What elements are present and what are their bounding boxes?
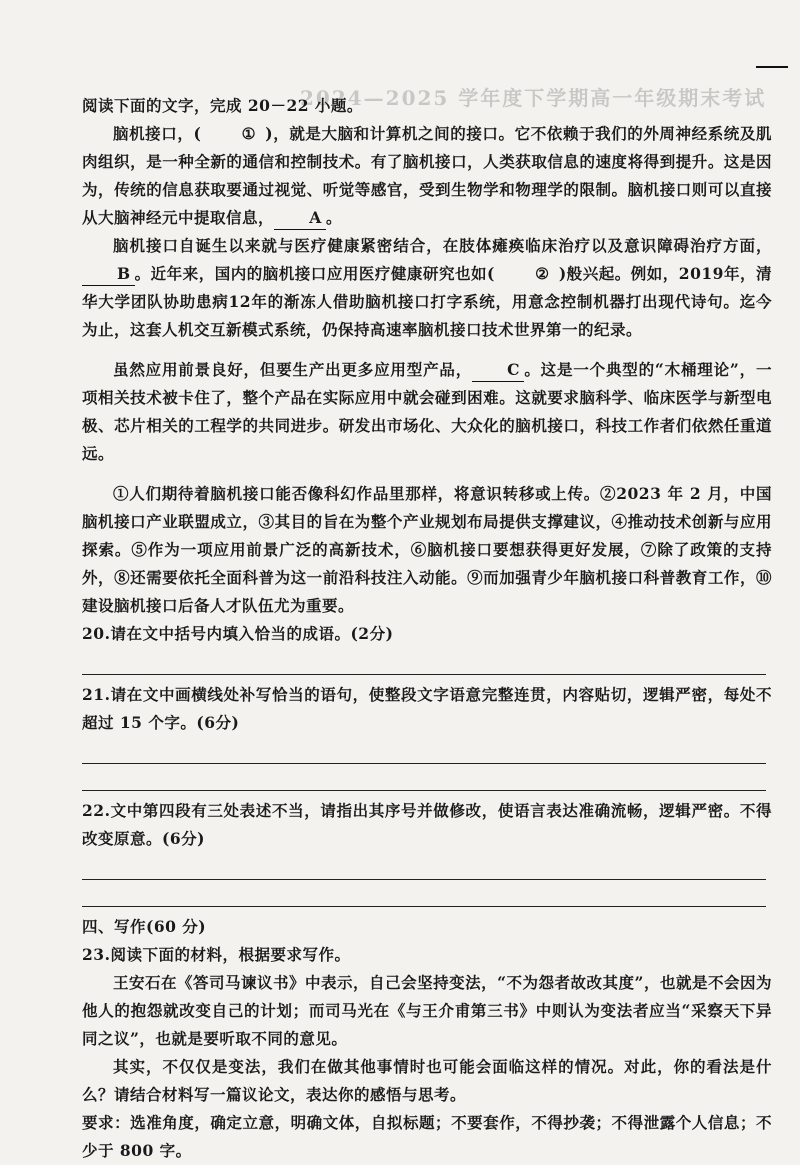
reading-section	[82, 92, 772, 1165]
material-paragraph-2: 其实，不仅仅是变法，我们在做其他事情时也可能会面临这样的情况。对此，你的看法是什么？请结合材料写一篇议论文，表达你的感悟与思考。	[82, 1057, 772, 1104]
paren-blank-2: ②	[535, 264, 550, 283]
answer-line-22-2[interactable]	[82, 880, 766, 907]
answer-line-22-1[interactable]	[82, 853, 766, 880]
question-20: 20.请在文中括号内填入恰当的成语。(2分)	[82, 624, 394, 643]
p3-text-b: 。这是一个典型的“木桶理论”，一项相关技术被卡住了，整个产品在实际应用中就会碰到困难。这就要求脑科学、临床医学与新型电极、芯片相关的工程学的共同进步。研发出市场化、大众化的脑机接口，科技工作者们依然任重道远。	[82, 360, 772, 463]
question-23: 23.阅读下面的材料，根据要求写作。	[82, 945, 351, 964]
faded-header-watermark: 2024—2025 学年度下学期高一年级期末考试	[300, 86, 767, 110]
corner-dash-mark	[756, 66, 788, 68]
p3-text-a: 虽然应用前景良好，但要生产出更多应用型产品，	[113, 360, 473, 379]
answer-line-21-2[interactable]	[82, 764, 766, 791]
paragraph-2	[82, 232, 772, 344]
p1-text-a: 脑机接口，(	[113, 124, 202, 143]
material-paragraph-1: 王安石在《答司马谏议书》中表示，自己会坚持变法，“不为怨者故改其度”，也就是不会因为他人的抱怨就改变自己的计划；而司马光在《与王介甫第三书》中则认为变法者应当“采察天下异同之议”，也就是要听取不同的意见。	[82, 973, 772, 1048]
paragraph-3	[82, 356, 772, 468]
paragraph-1	[82, 120, 772, 232]
answer-line-21-1[interactable]	[82, 737, 766, 764]
answer-line-20[interactable]	[82, 648, 766, 675]
question-22: 22.文中第四段有三处表述不当，请指出其序号并做修改，使语言表达准确流畅，逻辑严密。不得改变原意。(6分)	[82, 801, 772, 848]
blank-b: B	[82, 263, 135, 286]
blank-c: C	[472, 359, 524, 382]
reading-intro: 阅读下面的文字，完成 20－22 小题。	[82, 96, 363, 115]
question-21: 21.请在文中画横线处补写恰当的语句，使整段文字语意完整连贯，内容贴切，逻辑严密，每处不超过 15 个字。(6分)	[82, 685, 772, 732]
paragraph-4: ①人们期待着脑机接口能否像科幻作品里那样，将意识转移或上传。②2023 年 2 月，中国脑机接口产业联盟成立，③其目的旨在为整个产业规划布局提供支撑建议，④推动技术创新与应用探索。⑤作为一项应用前景广泛的高新技术，⑥脑机接口要想获得更好发展，⑦除了政策的支持外，⑧还需要依托全面科普为这一前沿科技注入动能。⑨而加强青少年脑机接口科普教育工作，⑩建设脑机接口后备人才队伍尤为重要。	[82, 484, 772, 615]
blank-a: A	[274, 207, 326, 230]
section-writing-heading: 四、写作(60 分)	[82, 917, 207, 936]
p2-text-a: 脑机接口自诞生以来就与医疗健康紧密结合，在肢体瘫痪临床治疗以及意识障碍治疗方面，	[113, 236, 772, 255]
p1-text-b: )，就是大脑和计算机之间的接口。它不依赖于我们的外周神经系统及肌肉组织，是一种全新的通信和控制技术。有了脑机接口，人类获取信息的速度将得到提升。这是因为，传统的信息获取要通过视觉、听觉等感官，受到生物学和物理学的限制。脑机接口则可以直接从大脑神经元中提取信息，	[82, 124, 772, 227]
writing-requirement: 要求：选准角度，确定立意，明确文体，自拟标题；不要套作，不得抄袭；不得泄露个人信息；不少于 800 字。	[82, 1113, 772, 1160]
paren-blank-1: ①	[241, 124, 256, 143]
p2-text-b: 。近年来，国内的脑机接口应用医疗健康研究也如(	[134, 264, 495, 283]
p1-text-c: 。	[326, 208, 343, 227]
p2-text-c: )般兴起。例如，2019年，清华大学团队协助患病12年的渐冻人借助脑机接口打字系统，用意念控制机器打出现代诗句。迄今为止，这套人机交互新模式系统，仍保持高速率脑机接口技术世界第一的纪录。	[82, 264, 772, 339]
